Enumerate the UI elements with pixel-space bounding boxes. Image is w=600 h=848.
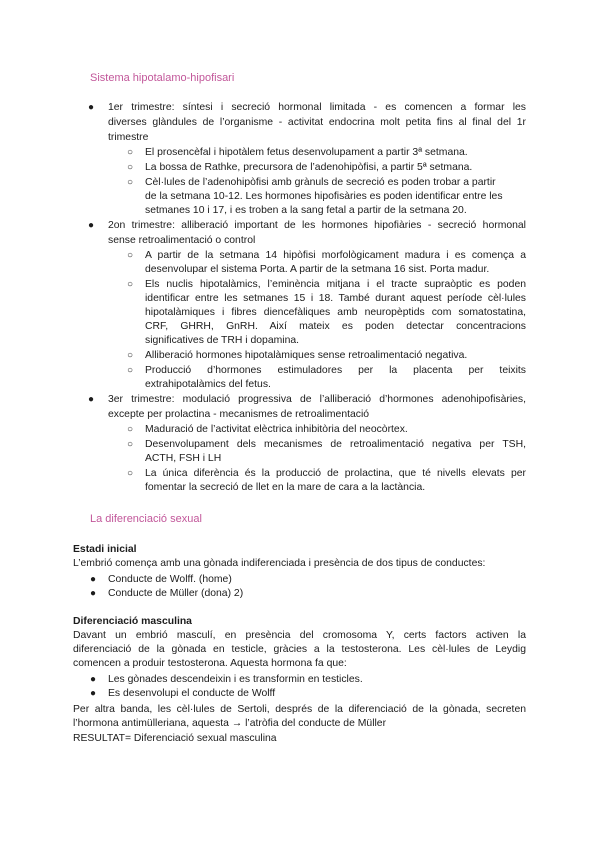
tri3-sub-2-l2: ACTH, FSH i LH <box>145 453 222 464</box>
masc-para2-l2: l’hormona antimülleriana, aquesta → l’atròfia del conducte de Müller <box>73 718 387 729</box>
tri3-sub-1: Maduració de l’activitat elèctrica inhibitòria del neocòrtex. <box>145 424 408 435</box>
tri3-sub-3-l1: La única diferència és la producció de prolactina, que té nivells elevats per <box>145 468 526 479</box>
tri1-sub-3-l3: setmanes 10 i 17, i es troben a la sang fetal a partir de la setmana 20. <box>145 205 467 216</box>
bullet-circle: ○ <box>127 177 134 188</box>
tri2-sub-4-l2: extrahipotalàmics del fetus. <box>145 379 271 390</box>
bullet-dot: ● <box>88 102 95 113</box>
estadi-intro: L’embrió comença amb una gònada indiferenciada i presència de dos tipus de conductes: <box>73 558 486 569</box>
masc-para-l2: diferenciació de la gònada en testicle, gràcies a la testosterona. Les cèl·lules de Leydig <box>73 644 526 655</box>
tri3-sub-2-l1: Desenvolupament dels mecanismes de retroalimentació negativa per TSH, <box>145 439 526 450</box>
bullet-dot: ● <box>90 574 97 585</box>
tri2-sub-1-l2: desenvolupar el sistema Porta. A partir de la setmana 16 sist. Porta madur. <box>145 264 490 275</box>
tri2-sub-2-l5: significatives de TRH i dopamina. <box>145 335 300 346</box>
bullet-circle: ○ <box>127 424 134 435</box>
tri3-sub-3-l2: fomentar la secreció de llet en la mare de cara a la lactància. <box>145 482 426 493</box>
bullet-circle: ○ <box>127 350 134 361</box>
estadi-item-1: Conducte de Wolff. (home) <box>108 574 232 585</box>
tri2-sub-2-l4: CRF, GHRH, GnRH. Així mateix es poden detectar concentracions <box>145 321 526 332</box>
tri1-line-3: trimestre <box>108 132 149 143</box>
estadi-title: Estadi inicial <box>73 544 137 555</box>
tri2-sub-2-l3: hipotalàmiques i fibres diencefàliques amb neuropèptids com somatostatina, <box>145 307 526 318</box>
estadi-item-2: Conducte de Müller (dona) 2) <box>108 588 244 599</box>
bullet-circle: ○ <box>127 162 134 173</box>
masc-result: RESULTAT= Diferenciació sexual masculina <box>73 733 277 744</box>
tri2-line-2: sense retroalimentació o control <box>108 235 256 246</box>
bullet-circle: ○ <box>127 468 134 479</box>
bullet-circle: ○ <box>127 250 134 261</box>
section-heading-hipotalamo: Sistema hipotalamo-hipofisari <box>90 72 235 84</box>
tri1-sub-1: El prosencèfal i hipotàlem fetus desenvolupament a partir 3ª setmana. <box>145 147 468 158</box>
bullet-circle: ○ <box>127 279 134 290</box>
bullet-circle: ○ <box>127 365 134 376</box>
bullet-dot: ● <box>88 220 95 231</box>
masc-para-l3: comencen a produir testosterona. Aquesta hormona fa que: <box>73 658 347 669</box>
tri2-sub-4-l1: Producció d’hormones estimuladores per la placenta per teixits <box>145 365 526 376</box>
tri3-line-1: 3er trimestre: modulació progressiva de l’alliberació d’hormones adenohipofisàries, <box>108 394 526 405</box>
masc-item-1: Les gònades descendeixin i es transformin en testicles. <box>108 674 363 685</box>
bullet-circle: ○ <box>127 147 134 158</box>
bullet-dot: ● <box>90 688 97 699</box>
tri2-sub-1-l1: A partir de la setmana 14 hipòfisi morfològicament madura i es comença a <box>145 250 526 261</box>
tri1-sub-2: La bossa de Rathke, precursora de l’adenohipòfisi, a partir 5ª setmana. <box>145 162 473 173</box>
bullet-dot: ● <box>90 588 97 599</box>
tri2-sub-2-l2: identificar entre les setmanes 15 i 18. També durant aquest període cèl·lules <box>145 293 526 304</box>
masc-para2-l1: Per altra banda, les cèl·lules de Sertoli, després de la diferenciació de la gònada, secreten <box>73 704 526 715</box>
tri1-sub-3-l1: Cèl·lules de l’adenohipòfisi amb grànuls de secreció es poden trobar a partir <box>145 177 496 188</box>
tri2-line-1: 2on trimestre: alliberació important de les hormones hipofiàries - secreció hormonal <box>108 220 526 231</box>
tri2-sub-2-l1: Els nuclis hipotalàmics, l’eminència mitjana i el tracte supraòptic es poden <box>145 279 526 290</box>
bullet-dot: ● <box>90 674 97 685</box>
bullet-circle: ○ <box>127 439 134 450</box>
masc-title: Diferenciació masculina <box>73 616 192 627</box>
tri3-line-2: excepte per prolactina - mecanismes de retroalimentació <box>108 409 370 420</box>
section-heading-diferenciacio: La diferenciació sexual <box>90 513 202 525</box>
tri1-sub-3-l2: de la setmana 10-12. Les hormones hipofisàries es poden identificar entre les <box>145 191 503 202</box>
tri1-line-2: diverses glàndules de l’organisme - activitat endocrina molt petita fins al final del 1r <box>108 117 526 128</box>
masc-para-l1: Davant un embrió masculí, en presència del cromosoma Y, certs factors activen la <box>73 630 526 641</box>
tri1-line-1: 1er trimestre: síntesi i secreció hormonal limitada - es comencen a formar les <box>108 102 526 113</box>
tri2-sub-3: Alliberació hormones hipotalàmiques sense retroalimentació negativa. <box>145 350 468 361</box>
masc-item-2: Es desenvolupi el conducte de Wolff <box>108 688 276 699</box>
bullet-dot: ● <box>88 394 95 405</box>
